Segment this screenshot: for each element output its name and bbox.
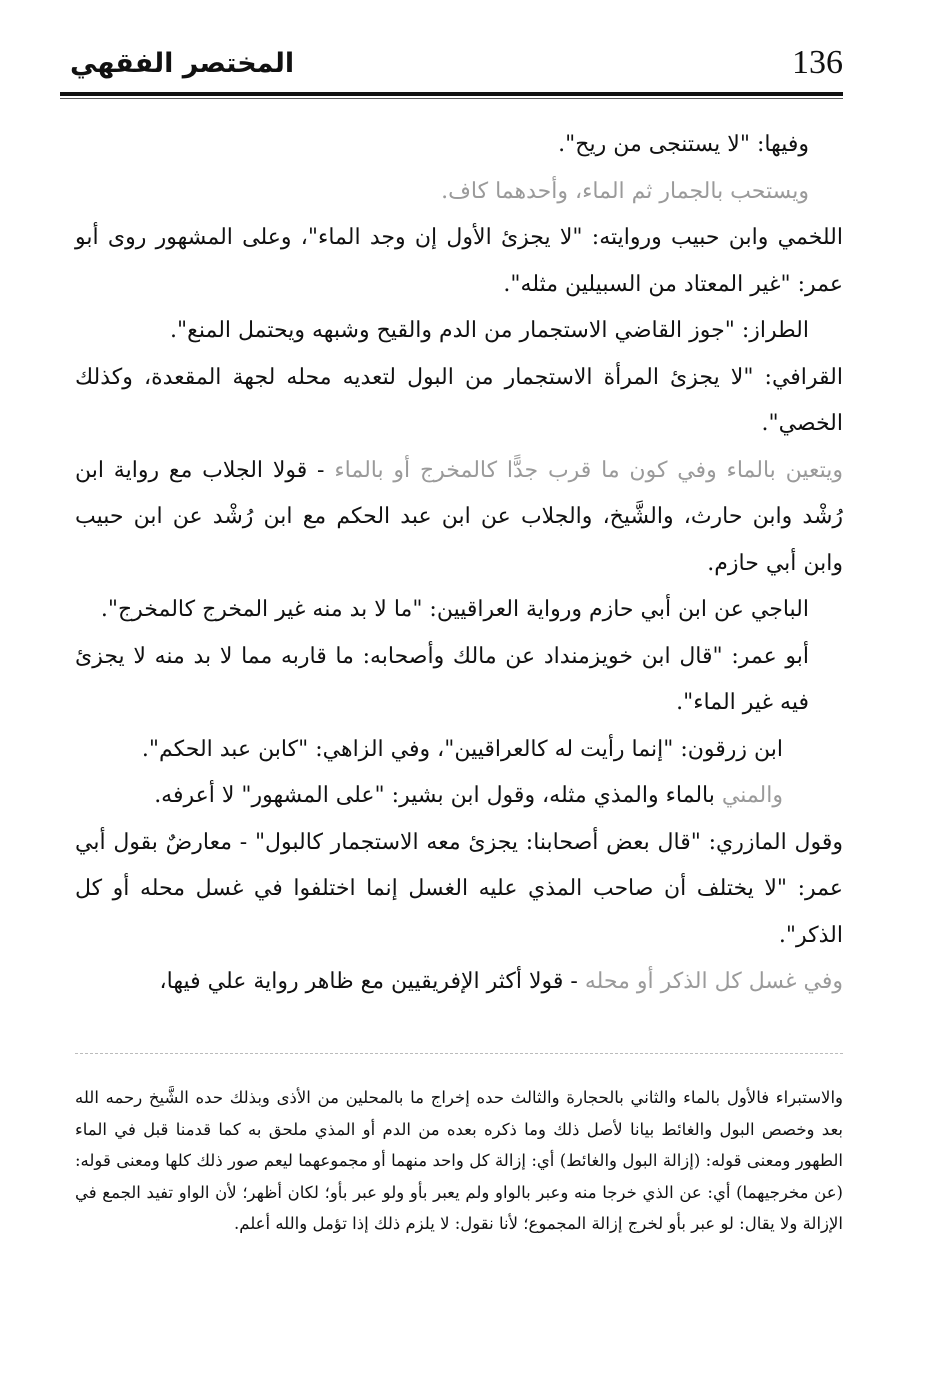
main-paragraph bbox=[75, 122, 843, 169]
paragraph-text: القرافي: "لا يجزئ المرأة الاستجمار من البول لتعديه محله لجهة المقعدة، وكذلك الخصي". bbox=[75, 364, 843, 436]
faded-text: وفي غسل كل الذكر أو محله bbox=[584, 969, 843, 994]
footnotes bbox=[75, 1082, 843, 1240]
faded-text: ويتعين بالماء وفي كون ما قرب جدًّا كالمخرج أو بالماء bbox=[334, 457, 843, 483]
main-paragraph bbox=[75, 727, 843, 774]
page-header bbox=[70, 40, 843, 96]
paragraph-text: أبو عمر: "قال ابن خويزمنداد عن مالك وأصحابه: ما قاربه مما لا بد منه لا يجزئ فيه غير الماء". bbox=[75, 643, 809, 715]
faded-text: والمني bbox=[721, 783, 783, 808]
main-text bbox=[75, 122, 843, 1006]
main-paragraph bbox=[75, 959, 843, 1006]
main-paragraph bbox=[75, 634, 843, 727]
main-paragraph bbox=[75, 587, 843, 634]
paragraph-text: بالماء والمذي مثله، وقول ابن بشير: "على المشهور" لا أعرفه. bbox=[154, 783, 722, 808]
main-paragraph bbox=[75, 820, 843, 960]
header-rule-thin bbox=[60, 98, 843, 99]
main-paragraph bbox=[75, 308, 843, 355]
main-paragraph bbox=[75, 773, 843, 820]
paragraph-text: - قولا الجلاب مع رواية ابن رُشْد وابن حارث، والشَّيخ، والجلاب عن ابن عبد الحكم مع ابن رُشْد عن ابن حبيب وابن أبي حازم. bbox=[75, 457, 843, 576]
faded-text: ويستحب بالجمار ثم الماء، وأحدهما كاف. bbox=[441, 178, 809, 204]
running-title: المختصر الفقهي bbox=[70, 48, 295, 79]
paragraph-text: وقول المازري: "قال بعض أصحابنا: يجزئ معه الاستجمار كالبول" - معارضٌ بقول أبي عمر: "لا يختلف أن صاحب المذي عليه الغسل إنما اختلفوا في غسل محله أو كل الذكر". bbox=[75, 829, 843, 948]
main-paragraph bbox=[75, 355, 843, 448]
paragraph-text: اللخمي وابن حبيب وروايته: "لا يجزئ الأول إن وجد الماء"، وعلى المشهور روى أبو عمر: "غير المعتاد من السبيلين مثله". bbox=[75, 225, 843, 297]
paragraph-text: ابن زرقون: "إنما رأيت له كالعراقيين"، وفي الزاهي: "كابن عبد الحكم". bbox=[141, 736, 783, 762]
main-paragraph bbox=[75, 169, 843, 216]
paragraph-text: الطراز: "جوز القاضي الاستجمار من الدم والقيح وشبهه ويحتمل المنع". bbox=[170, 318, 809, 343]
footnote-separator bbox=[75, 1053, 843, 1054]
footnote-paragraph: والاستبراء فالأول بالماء والثاني بالحجارة والثالث حده إخراج ما بالمحلين من الأذى وبذلك حده الشَّيخ رحمه الله بعد وخصص البول والغائط بيانا لأصل ذلك وما ذكره بعده من الدم أو المذي ملحق به كما قدمنا قبل في الماء الطهور ومعنى قوله: (إزالة البول والغائط) أي: إزالة كل واحد منهما أو مجموعهما ليعم صور ذلك كلها ومعنى قوله: (عن مخرجيهما) أي: عن الذي خرجا منه وعبر بالواو ولم يعبر بأو ولو عبر بأو؛ لكان أظهر؛ لأن الواو تفيد الجمع في الإزالة ولا يقال: لو عبر بأو لخرج إزالة المجموع؛ لأنا نقول: لا يلزم ذلك إذا تؤمل والله أعلم. bbox=[75, 1088, 843, 1233]
main-paragraph bbox=[75, 448, 843, 588]
paragraph-text: الباجي عن ابن أبي حازم ورواية العراقيين: "ما لا بد منه غير المخرج كالمخرج". bbox=[100, 597, 809, 622]
header-rule bbox=[60, 92, 843, 96]
page-number: 136 bbox=[792, 44, 843, 81]
paragraph-text: وفيها: "لا يستنجى من ريح". bbox=[558, 132, 809, 157]
paragraph-text: - قولا أكثر الإفريقيين مع ظاهر رواية علي فيها، bbox=[159, 969, 585, 994]
main-paragraph bbox=[75, 215, 843, 308]
